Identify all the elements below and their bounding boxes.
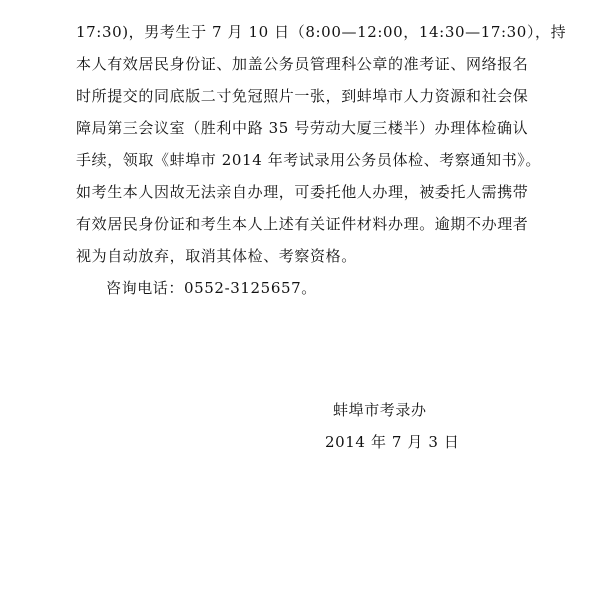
body-line-7: 有效居民身份证和考生本人上述有关证件材料办理。逾期不办理者 — [76, 215, 529, 233]
body-line-4: 障局第三会议室（胜利中路 35 号劳动大厦三楼半）办理体检确认 — [76, 119, 529, 137]
body-line-3: 时所提交的同底版二寸免冠照片一张，到蚌埠市人力资源和社会保 — [76, 87, 529, 105]
body-line-2: 本人有效居民身份证、加盖公务员管理科公章的准考证、网络报名 — [76, 55, 529, 73]
body-line-6: 如考生本人因故无法亲自办理，可委托他人办理，被委托人需携带 — [76, 183, 529, 201]
contact-phone: 咨询电话：0552-3125657。 — [106, 279, 317, 297]
body-line-1: 17:30)，男考生于 7 月 10 日（8:00—12:00，14:30—17:30），持 — [76, 23, 567, 41]
signature-org: 蚌埠市考录办 — [333, 401, 427, 419]
body-line-8: 视为自动放弃，取消其体检、考察资格。 — [76, 247, 357, 265]
body-line-5: 手续，领取《蚌埠市 2014 年考试录用公务员体检、考察通知书》。 — [76, 151, 542, 169]
signature-date: 2014 年 7 月 3 日 — [325, 433, 460, 451]
